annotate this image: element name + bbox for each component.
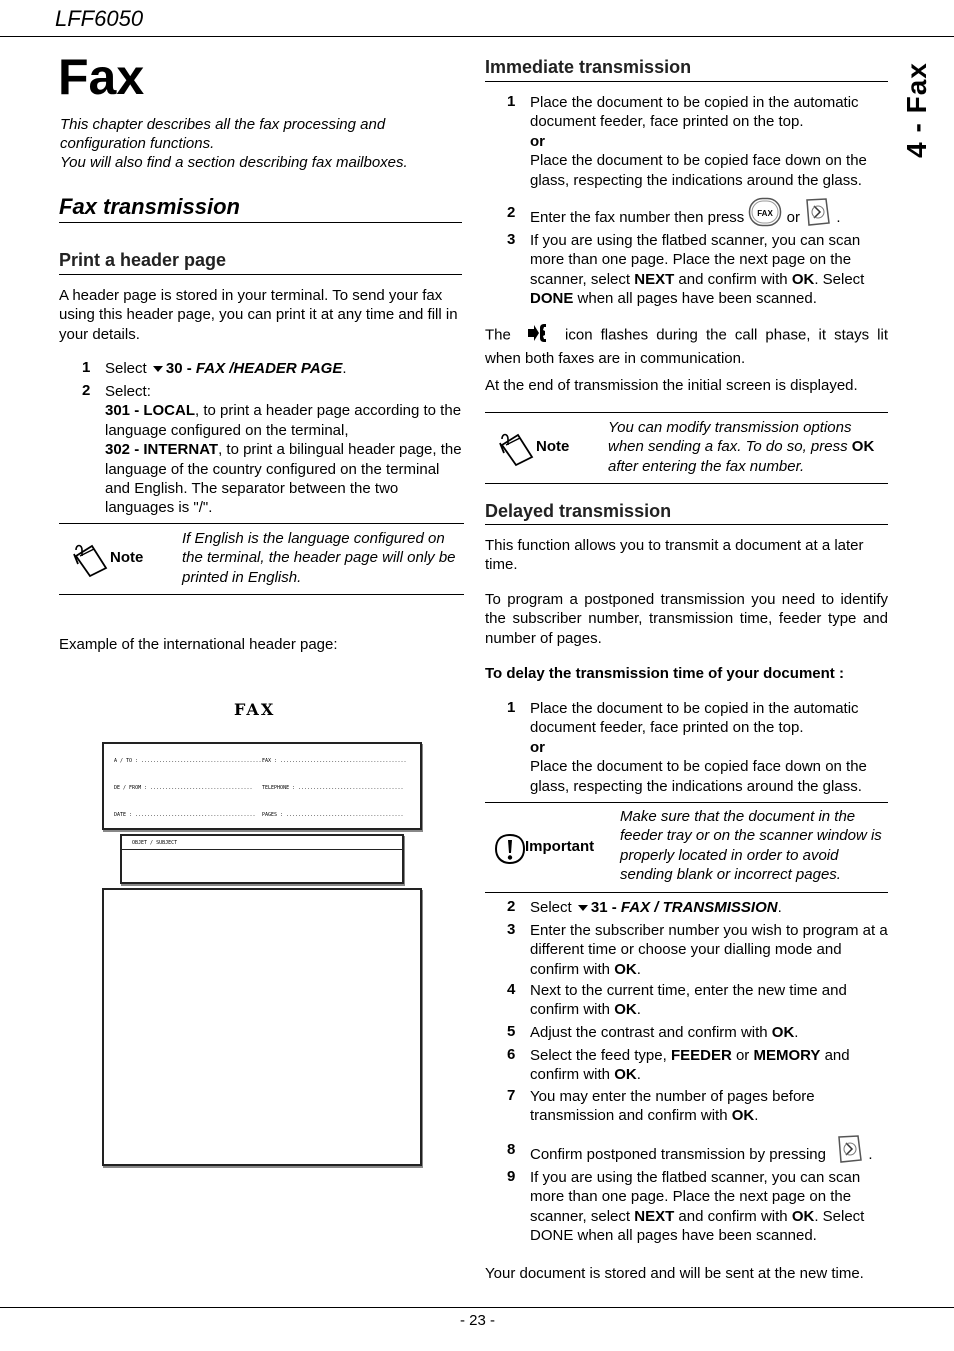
note-text: If English is the language configured on the terminal, the header page will only be printed in English. — [182, 530, 456, 586]
step-number: 3 — [507, 231, 516, 248]
important-label: Important — [525, 838, 595, 855]
step-text: Select — [105, 360, 147, 377]
step-text: . — [342, 360, 347, 377]
figure-subject-box — [120, 834, 404, 884]
menu-name: FAX /HEADER PAGE — [195, 360, 343, 377]
footer-rule — [0, 1307, 954, 1308]
option-code: 302 - INTERNAT — [105, 441, 219, 459]
figure-address-box — [102, 742, 422, 830]
paragraph: Example of the international header page: — [59, 636, 338, 653]
down-arrow-icon — [578, 905, 588, 911]
step-text: Place the document to be copied in the automatic document feeder, face printed on the top. — [530, 94, 859, 131]
figure-body-box — [102, 888, 422, 1166]
note-label: Note — [110, 549, 144, 566]
step-number: 1 — [82, 359, 91, 376]
bold-heading: To delay the transmission time of your document : — [485, 665, 844, 682]
figure-field: A / TO : ......................................... — [114, 758, 265, 764]
subsection-rule — [485, 81, 888, 82]
line-icon — [527, 322, 549, 349]
paragraph: The icon flashes during the call phase, it stays lit when both faxes are in communication. — [485, 322, 888, 369]
figure-field: FAX : .......................................... — [262, 758, 407, 764]
chapter-title: Fax — [58, 49, 145, 105]
note-text: You can modify transmission options when sending a fax. To do so, press OK after entering the fax number. — [608, 419, 875, 475]
header-rule — [0, 36, 954, 37]
step-8: Confirm postponed transmission by pressing . — [530, 1134, 892, 1176]
step-text: Enter the fax number then press — [530, 208, 745, 226]
option-text: , to print a header page according to the language configured on the terminal, — [105, 402, 462, 439]
step-text: or — [786, 208, 800, 226]
paragraph: Your document is stored and will be sent at the new time. — [485, 1265, 864, 1282]
note-box — [485, 412, 888, 484]
step-6: Select the feed type, FEEDER or MEMORY and confirm with OK. — [530, 1047, 850, 1084]
step-number: 9 — [507, 1168, 516, 1185]
step-2 — [105, 382, 463, 518]
figure-field: DATE : ........................................ — [114, 812, 256, 818]
subsection-rule — [59, 274, 462, 275]
subsection-title: Delayed transmission — [485, 501, 672, 521]
paragraph: To program a postponed transmission you need to identify the subscriber number, transmission time, feeder type and number of pages. — [485, 591, 888, 647]
step-2: Select 31 - FAX / TRANSMISSION. — [530, 899, 782, 916]
note-box — [59, 523, 464, 595]
important-icon — [494, 833, 526, 865]
paragraph: At the end of transmission the initial screen is displayed. — [485, 377, 858, 394]
paragraph: A header page is stored in your terminal. To send your fax using this header page, you can print it at any time and fill in your details. — [59, 287, 458, 343]
figure-subject-label: OBJET / SUBJECT — [132, 840, 178, 846]
step-number: 2 — [82, 382, 91, 399]
menu-code: 30 - — [165, 360, 192, 377]
step-3: Enter the subscriber number you wish to program at a different time or choose your dialling mode and confirm with OK. — [530, 922, 888, 978]
step-1 — [530, 93, 888, 190]
intro-line: This chapter describes all the fax processing and — [60, 116, 386, 133]
paragraph: This function allows you to transmit a document at a later time. — [485, 537, 864, 574]
figure-field: PAGES : ....................................... — [262, 812, 404, 818]
step-number: 7 — [507, 1087, 516, 1104]
step-number: 8 — [507, 1141, 516, 1158]
step-1: Place the document to be copied in the automatic document feeder, face printed on the top. or Place the document to be copied face down on the glass, respecting the indications around the glass. — [530, 700, 867, 795]
step-text: . — [836, 208, 841, 226]
model-name: LFF6050 — [55, 6, 144, 31]
subsection-rule — [485, 524, 888, 525]
figure-field: DE / FROM : .................................. — [114, 785, 253, 791]
step-text: Select: — [105, 383, 151, 400]
step-1 — [105, 359, 463, 378]
chapter-tab — [895, 60, 939, 160]
step-9: If you are using the flatbed scanner, you can scan more than one page. Place the next page on the scanner, select NEXT and confirm with OK. Select DONE when all pages have been scanned. — [530, 1169, 865, 1245]
step-number: 1 — [507, 699, 516, 716]
step-number: 2 — [507, 898, 516, 915]
figure-title: FAX — [234, 700, 276, 719]
step-number: 4 — [507, 981, 516, 998]
subsection-title: Immediate transmission — [485, 57, 692, 77]
important-text: Make sure that the document in the feeder tray or on the scanner window is properly located in order to avoid sending blank or incorrect pages. — [620, 808, 882, 884]
step-5: Adjust the contrast and confirm with OK. — [530, 1024, 799, 1041]
option-text: , to print a bilingual header page, the language of the country configured on the terminal and English. The separator between the two languages is "/". — [105, 441, 462, 517]
step-7: You may enter the number of pages before transmission and confirm with OK. — [530, 1088, 815, 1125]
chapter-tab-label: 4 - Fax — [901, 62, 932, 158]
option-code: 301 - LOCAL — [105, 402, 196, 420]
step-text: Place the document to be copied face down on the glass, respecting the indications around the glass. — [530, 152, 867, 189]
step-3: If you are using the flatbed scanner, you can scan more than one page. Place the next page on the scanner, select NEXT and confirm with OK. Select DONE when all pages have been scanned. — [530, 232, 865, 308]
or-label: or — [530, 132, 545, 150]
step-number: 5 — [507, 1023, 516, 1040]
important-box — [485, 802, 888, 893]
figure-subject-rule — [122, 849, 402, 850]
step-number: 2 — [507, 204, 516, 221]
section-rule — [59, 222, 462, 223]
note-icon — [498, 431, 534, 467]
step-number: 1 — [507, 93, 516, 110]
note-label: Note — [536, 438, 570, 455]
step-number: 3 — [507, 921, 516, 938]
figure-field: TELEPHONE : ................................... — [262, 785, 404, 791]
subsection-title: Print a header page — [59, 250, 227, 270]
intro-line: You will also find a section describing fax mailboxes. — [60, 154, 408, 171]
note-icon — [72, 542, 108, 578]
step-4: Next to the current time, enter the new time and confirm with OK. — [530, 982, 847, 1019]
intro-line: configuration functions. — [60, 135, 215, 152]
section-title: Fax transmission — [59, 194, 240, 219]
svg-text:FAX: FAX — [757, 209, 774, 218]
page-number: - 23 - — [460, 1312, 496, 1329]
down-arrow-icon — [153, 366, 163, 372]
step-number: 6 — [507, 1046, 516, 1063]
